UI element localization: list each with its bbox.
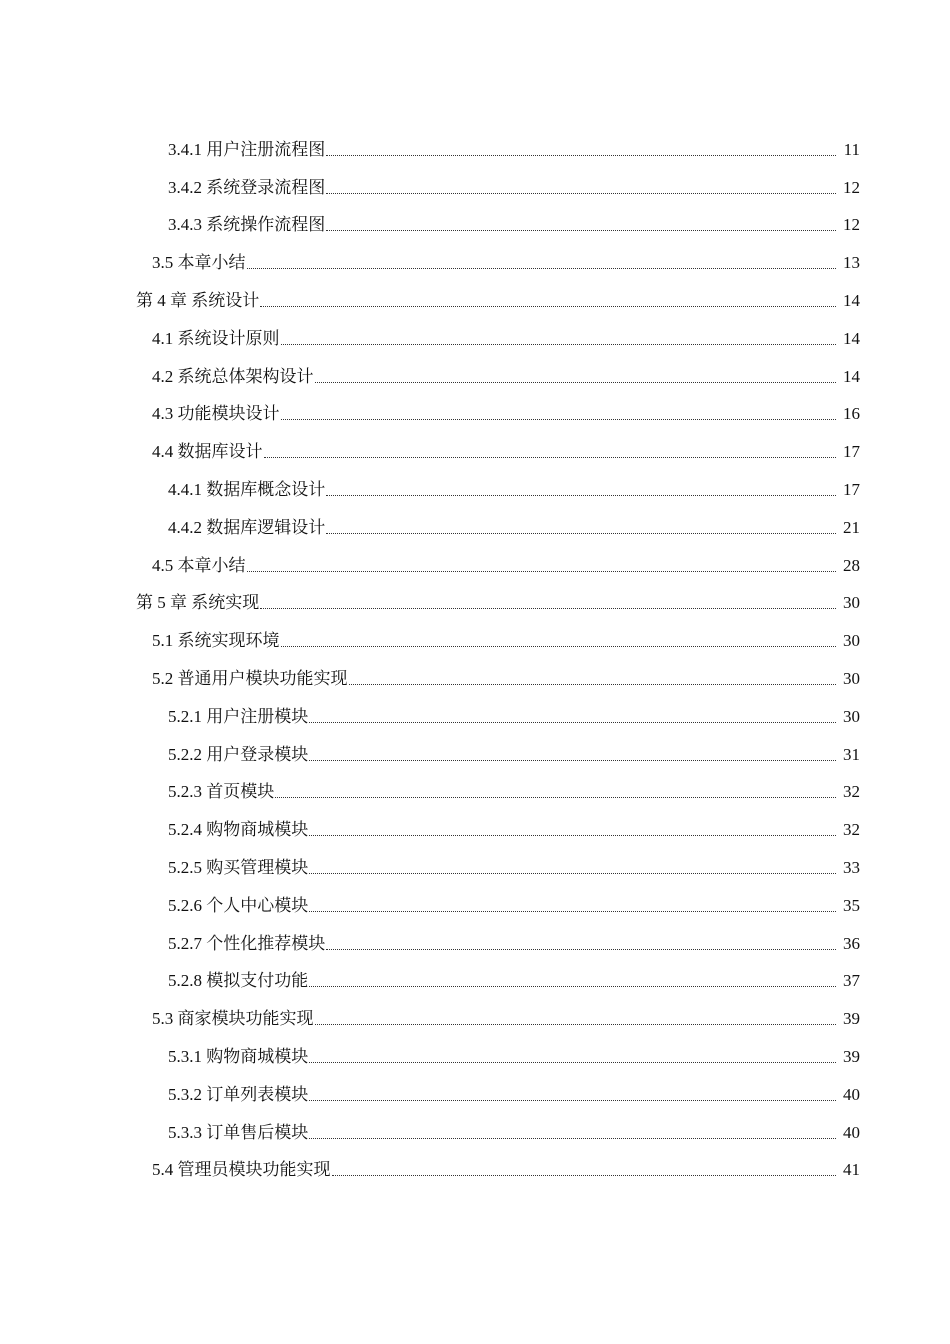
toc-entry[interactable] (0, 358, 950, 396)
toc-dot-leader (309, 820, 836, 840)
toc-dot-leader (326, 140, 836, 160)
toc-page-number: 16 (843, 404, 860, 424)
toc-page-number: 12 (843, 177, 860, 197)
toc-dot-leader (309, 971, 836, 991)
toc-page-number: 32 (843, 820, 860, 840)
toc-entry[interactable] (0, 811, 950, 849)
toc-entry-title: 5.2.2 用户登录模块 (168, 744, 309, 764)
toc-entry[interactable] (0, 207, 950, 245)
toc-page-number: 37 (843, 971, 860, 991)
toc-entry-title: 5.2.5 购买管理模块 (168, 858, 309, 878)
toc-entry-title: 5.1 系统实现环境 (152, 631, 280, 651)
toc-page-number: 40 (843, 1122, 860, 1142)
toc-entry-title: 3.4.3 系统操作流程图 (168, 215, 326, 235)
toc-entry[interactable] (0, 660, 950, 698)
toc-page-number: 39 (843, 1047, 860, 1067)
toc-dot-leader (281, 404, 837, 424)
toc-chapter-entry[interactable] (0, 282, 950, 320)
toc-entry[interactable] (0, 849, 950, 887)
toc-entry-title: 5.2 普通用户模块功能实现 (152, 669, 348, 689)
table-of-contents (0, 131, 950, 1189)
toc-page-number: 30 (843, 631, 860, 651)
toc-dot-leader (315, 367, 837, 387)
toc-dot-leader (281, 631, 837, 651)
toc-entry[interactable] (0, 1076, 950, 1114)
toc-entry-title: 4.1 系统设计原则 (152, 328, 280, 348)
toc-entry-title: 5.3.1 购物商城模块 (168, 1047, 309, 1067)
toc-dot-leader (309, 707, 836, 727)
toc-entry-title: 3.5 本章小结 (152, 253, 246, 273)
toc-page-number: 32 (843, 782, 860, 802)
toc-entry[interactable] (0, 736, 950, 774)
toc-dot-leader (260, 593, 836, 613)
toc-dot-leader (332, 1160, 837, 1180)
toc-entry[interactable] (0, 169, 950, 207)
toc-dot-leader (247, 556, 837, 576)
toc-entry-title: 5.2.7 个性化推荐模块 (168, 933, 326, 953)
toc-entry-title: 4.2 系统总体架构设计 (152, 366, 314, 386)
toc-entry-title: 5.3.3 订单售后模块 (168, 1122, 309, 1142)
toc-entry-title: 4.4.1 数据库概念设计 (168, 480, 326, 500)
toc-entry-title: 4.3 功能模块设计 (152, 404, 280, 424)
toc-entry-title: 第 4 章 系统设计 (136, 291, 260, 311)
toc-entry-title: 5.2.3 首页模块 (168, 782, 275, 802)
toc-page-number: 17 (843, 442, 860, 462)
toc-page-number: 28 (843, 555, 860, 575)
toc-entry-title: 5.2.6 个人中心模块 (168, 895, 309, 915)
toc-entry-title: 4.4 数据库设计 (152, 442, 263, 462)
toc-dot-leader (309, 896, 836, 916)
toc-entry[interactable] (0, 433, 950, 471)
toc-dot-leader (315, 1009, 837, 1029)
toc-page-number: 14 (843, 366, 860, 386)
toc-entry[interactable] (0, 509, 950, 547)
toc-page-number: 11 (843, 139, 860, 159)
toc-page-number: 40 (843, 1084, 860, 1104)
toc-dot-leader (281, 329, 837, 349)
toc-page-number: 30 (843, 593, 860, 613)
toc-entry-title: 5.2.8 模拟支付功能 (168, 971, 309, 991)
toc-entry-title: 4.4.2 数据库逻辑设计 (168, 517, 326, 537)
toc-entry[interactable] (0, 1114, 950, 1152)
toc-page-number: 30 (843, 706, 860, 726)
toc-dot-leader (309, 1047, 836, 1067)
toc-dot-leader (264, 442, 837, 462)
toc-page-number: 13 (843, 253, 860, 273)
toc-page-number: 36 (843, 933, 860, 953)
toc-entry[interactable] (0, 244, 950, 282)
toc-entry[interactable] (0, 774, 950, 812)
toc-entry[interactable] (0, 1152, 950, 1190)
toc-dot-leader (349, 669, 837, 689)
toc-entry-title: 5.2.4 购物商城模块 (168, 820, 309, 840)
toc-dot-leader (309, 1123, 836, 1143)
toc-dot-leader (309, 745, 836, 765)
toc-entry-title: 3.4.2 系统登录流程图 (168, 177, 326, 197)
toc-page-number: 12 (843, 215, 860, 235)
toc-page-number: 35 (843, 895, 860, 915)
toc-entry[interactable] (0, 1038, 950, 1076)
toc-entry[interactable] (0, 320, 950, 358)
toc-entry[interactable] (0, 622, 950, 660)
toc-entry-title: 4.5 本章小结 (152, 555, 246, 575)
toc-entry[interactable] (0, 131, 950, 169)
toc-page-number: 41 (843, 1160, 860, 1180)
toc-page-number: 21 (843, 517, 860, 537)
toc-page-number: 14 (843, 291, 860, 311)
toc-dot-leader (275, 782, 836, 802)
toc-dot-leader (309, 1085, 836, 1105)
toc-dot-leader (326, 518, 836, 538)
toc-dot-leader (326, 934, 836, 954)
toc-dot-leader (247, 253, 837, 273)
toc-entry-title: 5.2.1 用户注册模块 (168, 706, 309, 726)
toc-page-number: 39 (843, 1009, 860, 1029)
toc-dot-leader (326, 480, 836, 500)
toc-chapter-entry[interactable] (0, 585, 950, 623)
toc-entry-title: 5.3 商家模块功能实现 (152, 1009, 314, 1029)
toc-dot-leader (326, 178, 836, 198)
toc-page-number: 30 (843, 669, 860, 689)
toc-entry[interactable] (0, 547, 950, 585)
toc-page-number: 14 (843, 328, 860, 348)
toc-entry[interactable] (0, 925, 950, 963)
toc-entry-title: 第 5 章 系统实现 (136, 593, 260, 613)
toc-dot-leader (326, 215, 836, 235)
toc-entry[interactable] (0, 963, 950, 1001)
toc-entry-title: 3.4.1 用户注册流程图 (168, 139, 326, 159)
toc-entry[interactable] (0, 887, 950, 925)
toc-page-number: 33 (843, 858, 860, 878)
toc-entry[interactable] (0, 471, 950, 509)
toc-entry-title: 5.4 管理员模块功能实现 (152, 1160, 331, 1180)
toc-page-number: 17 (843, 480, 860, 500)
toc-entry-title: 5.3.2 订单列表模块 (168, 1084, 309, 1104)
toc-page-number: 31 (843, 744, 860, 764)
toc-entry[interactable] (0, 1000, 950, 1038)
toc-dot-leader (309, 858, 836, 878)
toc-entry[interactable] (0, 396, 950, 434)
toc-dot-leader (260, 291, 836, 311)
toc-entry[interactable] (0, 698, 950, 736)
